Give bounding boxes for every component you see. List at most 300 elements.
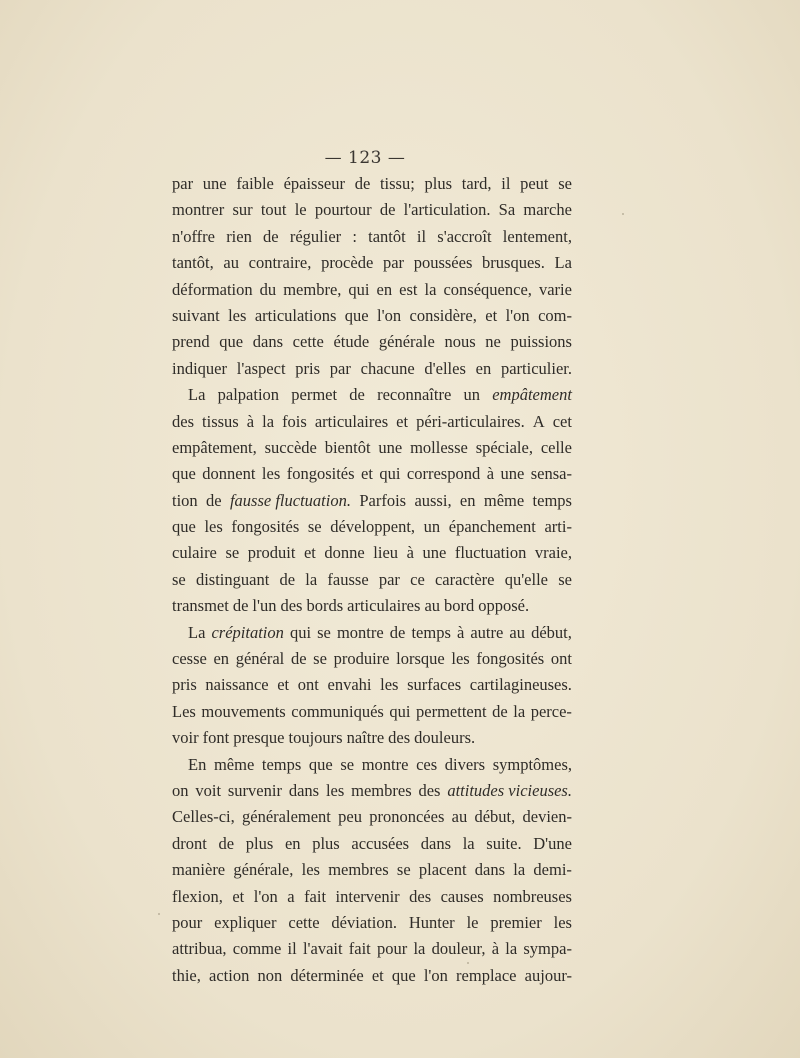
word: générale, [233, 860, 294, 880]
word: il [501, 174, 511, 193]
word: font [202, 728, 230, 748]
word: qu'elle [504, 569, 548, 589]
word: l'un [252, 596, 277, 616]
word: ne [485, 332, 501, 352]
text-line [172, 171, 572, 197]
word: aujour- [524, 965, 572, 985]
word: on [172, 780, 189, 800]
word: que [172, 517, 196, 537]
word: se [558, 569, 572, 589]
word: temps [532, 490, 572, 510]
word: toujours [288, 728, 343, 748]
word: une [378, 437, 403, 457]
word: montre [361, 754, 409, 774]
word: fait [348, 939, 371, 959]
word: comme [232, 939, 282, 959]
text-line [172, 752, 572, 778]
italic-word: attitudes vicieuses. [447, 780, 572, 800]
text-line [172, 831, 572, 857]
word: tout [260, 200, 287, 220]
word: plus [245, 833, 274, 853]
word: lieu [373, 543, 399, 563]
word: nous [444, 332, 476, 352]
word: celle [540, 437, 572, 457]
word: a [287, 886, 295, 906]
word: ces [416, 754, 438, 774]
word: les [325, 780, 345, 800]
word: à [246, 411, 255, 431]
word: la [462, 833, 475, 853]
word: reconnaître [377, 385, 452, 405]
text-line [172, 804, 572, 830]
word: de [492, 701, 508, 721]
text-line [172, 461, 572, 487]
word: intervenir [335, 886, 400, 906]
word: de [206, 490, 222, 510]
word: douleurs. [414, 728, 476, 748]
text-line [172, 725, 572, 751]
text-line [172, 224, 572, 250]
word: peut [520, 174, 549, 193]
word: l'articulation. [403, 200, 491, 220]
word: qui [389, 701, 411, 721]
word: remplace [456, 965, 517, 985]
word: arti- [544, 517, 572, 537]
word: premier [490, 912, 542, 932]
word: développent, [330, 517, 416, 537]
text-line [172, 382, 572, 408]
word: dans [288, 780, 320, 800]
word: produire [333, 649, 390, 669]
word: de [349, 385, 365, 405]
word: temps [411, 622, 451, 642]
word: particulier. [500, 358, 572, 378]
word: il [416, 226, 427, 246]
word: la [262, 411, 275, 431]
word: temps [261, 754, 302, 774]
word: l'aspect [236, 358, 286, 378]
word: demi- [533, 860, 572, 880]
word: des [409, 886, 432, 906]
word: fongosités [476, 649, 545, 669]
word: sympa- [523, 939, 572, 959]
text-line [172, 250, 572, 276]
word: transmet [172, 596, 229, 616]
word: Celles-ci, [172, 807, 235, 827]
word: permettent [416, 701, 487, 721]
word: membres [351, 780, 412, 800]
word: spéciale, [475, 437, 533, 457]
text-line [172, 778, 572, 804]
word: envahi [327, 675, 372, 695]
word: placent [418, 860, 467, 880]
word: même [483, 490, 525, 510]
word: surfaces [407, 675, 462, 695]
word: vraie, [534, 543, 572, 563]
word: par [329, 358, 351, 378]
word: déviation. [331, 912, 397, 932]
word: la [513, 860, 526, 880]
word: des [418, 780, 441, 800]
word: l'on [505, 305, 530, 325]
word: puissions [510, 332, 572, 352]
text-line [172, 857, 572, 883]
word: causes [440, 886, 484, 906]
italic-word: empâtement [492, 385, 572, 405]
word: rien [226, 226, 252, 246]
word: plus [424, 174, 453, 193]
word: lorsque [396, 649, 445, 669]
word: ont [297, 675, 319, 695]
word: et [232, 886, 245, 906]
word: Sa [498, 200, 516, 220]
word: les [301, 860, 320, 880]
word: même [213, 754, 255, 774]
word: début, [474, 807, 516, 827]
word: la [513, 701, 526, 721]
word: symptômes, [492, 754, 572, 774]
text-line [172, 646, 572, 672]
word: opposé. [478, 596, 530, 616]
word: en [459, 490, 476, 510]
word: de [263, 226, 279, 246]
word: cette [288, 912, 320, 932]
word: peu [338, 807, 362, 827]
word: s'accroît [437, 226, 492, 246]
word: dans [252, 332, 283, 352]
word: début, [531, 622, 572, 642]
word: l'on [423, 965, 448, 985]
word: que [308, 754, 333, 774]
word: tard, [461, 174, 492, 193]
paper-speck [467, 962, 469, 964]
word: articulations [254, 305, 337, 325]
word: les [451, 649, 470, 669]
word: est [399, 279, 418, 299]
word: en [475, 358, 492, 378]
word: manière [172, 860, 226, 880]
word: à [486, 464, 495, 484]
word: généralement [242, 807, 331, 827]
word: plus [312, 833, 340, 853]
word: que [219, 332, 244, 352]
word: nombreuses [493, 886, 572, 906]
text-line [172, 514, 572, 540]
word: les [228, 305, 247, 325]
word: aussi, [414, 490, 452, 510]
word: et [485, 305, 498, 325]
page-number: — 123 — [324, 148, 406, 168]
word: en [284, 833, 301, 853]
word: suite. [486, 833, 522, 853]
word: l'on [377, 305, 402, 325]
text-line [172, 620, 572, 646]
word: se [225, 543, 240, 563]
word: : [352, 226, 357, 246]
word: procède [321, 253, 374, 273]
word: l'on [253, 886, 278, 906]
word: bord [444, 596, 475, 616]
word: flexion, [172, 886, 223, 906]
word: contraire, [248, 253, 312, 273]
word: que [172, 464, 196, 484]
word: péri-articulaires. [416, 411, 525, 431]
word: marche [523, 200, 572, 220]
word: par [382, 253, 405, 273]
word: pris [172, 675, 197, 695]
word: tion [172, 490, 198, 510]
word: les [204, 517, 223, 537]
text-line [172, 356, 572, 382]
word: perce- [530, 701, 572, 721]
word: communiqués [291, 701, 384, 721]
text-line [172, 884, 572, 910]
word: dans [420, 833, 452, 853]
word: naître [346, 728, 385, 748]
word: les [261, 464, 281, 484]
word: faible [236, 174, 274, 193]
italic-word: crépitation [211, 622, 284, 642]
text-line [172, 540, 572, 566]
text-line [172, 277, 572, 303]
word: les [553, 912, 572, 932]
word: cet [552, 411, 572, 431]
word: en [376, 279, 393, 299]
word: la [505, 939, 518, 959]
word: donne [324, 543, 365, 563]
word: articulaires [314, 411, 389, 431]
word: La [554, 253, 572, 273]
word: de [279, 569, 296, 589]
word: prononcées [369, 807, 445, 827]
word: ont [550, 649, 572, 669]
word: général [235, 649, 285, 669]
word: culaire [172, 543, 217, 563]
word: au [451, 807, 468, 827]
word: mouvements [201, 701, 286, 721]
word: membre, [283, 279, 342, 299]
word: A [532, 411, 545, 431]
word: caractère [434, 569, 495, 589]
word: D'une [533, 833, 572, 853]
word: par [378, 569, 400, 589]
text-line [172, 435, 572, 461]
word: non [257, 965, 283, 985]
word: et [396, 411, 409, 431]
word: fausse [327, 569, 369, 589]
word: sur [232, 200, 253, 220]
word: membres [328, 860, 389, 880]
word: poussées [413, 253, 473, 273]
word: attribua, [172, 939, 227, 959]
word: chacune [360, 358, 415, 378]
word: accusées [351, 833, 410, 853]
word: lentement, [502, 226, 572, 246]
word: étude [333, 332, 370, 352]
word: les [380, 675, 399, 695]
word: des [280, 596, 303, 616]
word: au [509, 622, 525, 642]
word: épanchement [448, 517, 536, 537]
word: bords [306, 596, 344, 616]
word: que [391, 965, 416, 985]
word: cesse [172, 649, 207, 669]
word: le [294, 200, 307, 220]
word: thie, [172, 965, 201, 985]
word: se [317, 622, 331, 642]
word: Parfois [359, 490, 407, 510]
word: de [379, 200, 396, 220]
word: La [188, 622, 206, 642]
word: qui [348, 279, 370, 299]
word: la [424, 279, 437, 299]
word: déterminée [290, 965, 364, 985]
word: En [188, 754, 207, 774]
word: le [466, 912, 479, 932]
word: une [202, 174, 227, 193]
word: par [172, 174, 194, 193]
word: qui [379, 464, 401, 484]
word: n'offre [172, 226, 215, 246]
text-line [172, 936, 572, 962]
word: brusques. [482, 253, 545, 273]
body-text [172, 171, 572, 989]
word: produit [247, 543, 296, 563]
word: la [305, 569, 318, 589]
text-line [172, 409, 572, 435]
word: au [424, 596, 441, 616]
word: pourtour [314, 200, 372, 220]
word: dans [474, 860, 506, 880]
word: du [259, 279, 277, 299]
word: tantôt, [172, 253, 214, 273]
word: action [209, 965, 250, 985]
word: fait [304, 886, 327, 906]
word: prend [172, 332, 210, 352]
word: survenir [227, 780, 282, 800]
word: empâtement, [172, 437, 257, 457]
paper-speck [622, 213, 624, 215]
word: un [463, 385, 480, 405]
italic-word: fausse fluctuation. [229, 490, 351, 510]
word: pris [295, 358, 321, 378]
word: naissance [205, 675, 269, 695]
word: à [491, 939, 500, 959]
word: un [423, 517, 441, 537]
word: pour [377, 939, 408, 959]
word: générale [378, 332, 435, 352]
text-line [172, 963, 572, 989]
word: il [287, 939, 297, 959]
text-line [172, 197, 572, 223]
word: Hunter [408, 912, 455, 932]
word: montre [336, 622, 384, 642]
word: se [340, 754, 355, 774]
word: épaisseur [283, 174, 345, 193]
word: tissus [202, 411, 239, 431]
word: douleur, [431, 939, 486, 959]
word: sensa- [530, 464, 572, 484]
word: tantôt [368, 226, 406, 246]
word: com- [538, 305, 572, 325]
word: cartilagineuses. [469, 675, 572, 695]
word: et [277, 675, 290, 695]
word: voir [172, 728, 199, 748]
text-line [172, 303, 572, 329]
word: La [188, 385, 206, 405]
word: fongosités [286, 464, 355, 484]
word: articulaires [347, 596, 421, 616]
word: Les [172, 701, 196, 721]
word: donnent [202, 464, 256, 484]
word: ce [410, 569, 425, 589]
text-line [172, 672, 572, 698]
word: succède [264, 437, 317, 457]
word: palpation [217, 385, 280, 405]
word: presque [233, 728, 285, 748]
word: autre [470, 622, 504, 642]
word: d'elles [424, 358, 466, 378]
text-line [172, 329, 572, 355]
word: expliquer [214, 912, 277, 932]
word: une [500, 464, 525, 484]
word: pour [172, 912, 203, 932]
word: dront [172, 833, 207, 853]
word: déformation [172, 279, 253, 299]
word: voit [195, 780, 222, 800]
word: à [406, 543, 414, 563]
word: tissu; [379, 174, 415, 193]
word: fluctuation [454, 543, 527, 563]
word: une [422, 543, 447, 563]
word: se [307, 517, 322, 537]
paper-speck [158, 913, 160, 915]
word: de [218, 833, 235, 853]
word: la [413, 939, 426, 959]
text-line [172, 488, 572, 514]
word: de [290, 649, 307, 669]
word: distinguant [195, 569, 270, 589]
word: se [172, 569, 186, 589]
word: régulier [289, 226, 342, 246]
word: de [232, 596, 249, 616]
word: et [361, 464, 373, 484]
word: se [313, 649, 327, 669]
word: des [172, 411, 194, 431]
text-line [172, 567, 572, 593]
word: conséquence, [443, 279, 532, 299]
word: des [388, 728, 411, 748]
word: devien- [522, 807, 572, 827]
word: se [558, 174, 572, 193]
word: au [223, 253, 239, 273]
word: de [389, 622, 406, 642]
word: à [456, 622, 465, 642]
word: l'avait [302, 939, 343, 959]
word: de [354, 174, 371, 193]
word: montrer [172, 200, 225, 220]
word: fois [282, 411, 307, 431]
text-line [172, 699, 572, 725]
word: correspond [406, 464, 481, 484]
word: et [303, 543, 316, 563]
word: bientôt [324, 437, 371, 457]
word: en [213, 649, 230, 669]
word: indiquer [172, 358, 227, 378]
word: permet [291, 385, 338, 405]
word: considère, [409, 305, 477, 325]
text-line [172, 910, 572, 936]
